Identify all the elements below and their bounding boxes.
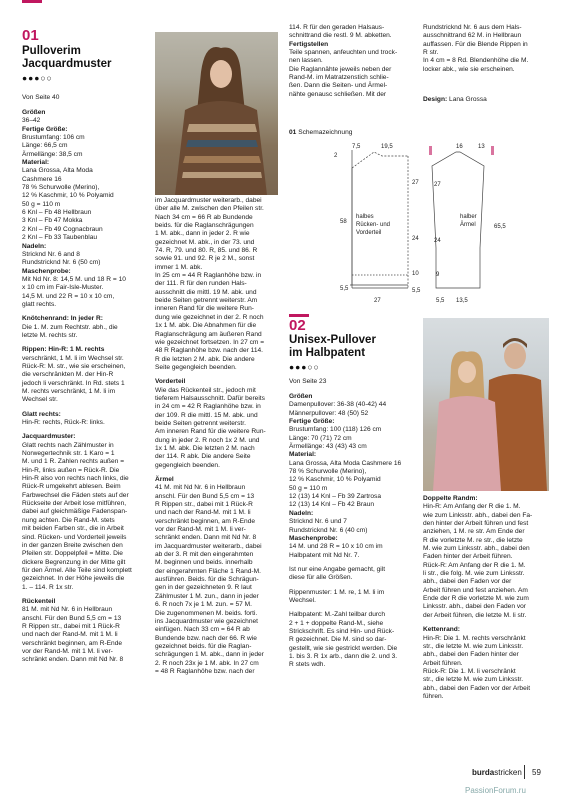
text-line: Ende der R die vorletzte M. wie zum [423,595,529,603]
pattern-number-02: 02 [289,317,306,334]
text-line: dung wie gezeichnet in der 2. R noch [155,313,264,321]
text-line: 1. bis 3. R 1x arb., dann die 2. und 3. [289,652,398,660]
photo2-illustration [423,318,549,491]
body-label-1: halbes [356,214,374,220]
text-line: nung achten. Die Rand-M. stets [22,516,115,524]
text-line: Länge: 70 (71) 72 cm [289,434,352,442]
text-line: abh., dabei den Faden vor der [423,578,512,586]
difficulty-rating: ●●●○○ [22,73,53,83]
text-line: Ist nur eine Angabe gemacht, gilt [289,565,386,573]
text-line: Zählmuster 1 M. zun., dann in jeder [155,592,259,600]
text-line: Ärmel [155,476,174,483]
text-line: In 25 cm = 44 R Raglanhöhe bzw. in [155,272,262,280]
text-line: 78 % Schurwolle (Merino), [22,184,100,192]
text-line: Hin-R: Am Anfang der R die 1. M. [423,503,521,511]
dim-raglan-sleeve: 27 [434,182,441,188]
schema-diagram [286,138,548,310]
text-line: der eingerahmten Fläche 1 Rand-M. [155,567,261,575]
text-line: Rückseite der Arbeit lose mitführen, [22,500,127,508]
text-line: Größen [22,109,46,116]
text-line: für den Ärmel. Alle Teile sind komplett [22,566,132,574]
dim-top-left-a: 7,5 [352,144,361,150]
text-line: R die vorletzte M. re str., die letzte [423,536,523,544]
text-line: Norwegertechnik str. 1 Karo = 1 [22,450,115,458]
text-line: Faden hinter der Arbeit führen. [423,553,513,561]
text-line: Stricknd Nr. 6 and 8 [22,250,80,258]
dim-top-left-b: 19,5 [381,144,393,150]
text-line: gezeichnet beids. für die Raglan- [155,642,252,650]
dim-bottom-half: 27 [374,298,381,304]
text-line: gezeichnet. In der Höhe jeweils die [22,575,125,583]
text-line: Rückenteil [22,597,56,605]
text-line: auffassen. Für die Blende Rippen in [423,40,528,48]
text-line: Halbpatent mit Nd Nr. 7. [289,551,360,559]
text-line: vor der Rand-M. mit 1 M. li ver- [22,647,113,655]
text-line: Maschenprobe: [289,534,338,542]
text-line: ausschnitt die mittl. 19 M. abk. und [155,288,257,296]
text-line: Damenpullover: 36-38 (40-42) 44 [289,401,387,409]
text-line: Stricknd Nr. 6 und 7 [289,518,347,526]
text-line: R Rippen str., dabei mit 1 Rück-R [155,501,253,509]
text-line: Brustumfang: 106 cm [22,134,85,142]
dim-top-right-a: 16 [456,144,463,150]
design-value: Lana Grossa [449,96,487,103]
text-line: nähte genausc schließen. Mit der [289,90,387,98]
text-line: in der ganzen Breite zwischen den [22,541,123,549]
text-line: Maschenprobe: [22,267,71,275]
footer-brand [472,768,522,777]
dim-sleeve-cuff-b: 13,5 [456,298,468,304]
text-line: ßen. Dann die Seiten- und Ärmel- [289,82,388,90]
text-line: Arbeit führen und fest anziehen. Am [423,586,528,594]
text-line: beide Seiten getrennt weiterstr. Am [155,297,258,305]
text-line: immer 1 M. abk. [155,263,203,271]
text-line: Länge: 66,5 cm [22,142,68,150]
text-line: Material: [289,451,317,459]
text-line: gegengleich beenden. [155,461,220,469]
text-line: = 48 R Raglanhöhe bzw. nach der [155,667,255,675]
text-line: Seite gegengleich beenden. [155,363,237,371]
text-line: nen lassen. [289,57,323,65]
text-line: locker abk., wie sie erscheinen. [423,65,515,73]
text-line: den hinter der Arbeit führen und fest [423,520,529,528]
body-label-2: Rücken- und [356,222,391,228]
text-line: 1. – 114. R 1x str. [22,583,74,591]
text-line: sowie 91. und 92. R je 2 M., sonst [155,255,255,263]
dim-rib-right: 5,5 [412,288,421,294]
text-line: M. und 1 R. Zahlen rechts außen = [22,458,125,466]
accent-tick-01 [22,0,42,3]
text-line: 2 + 1 + doppelte Rand-M., siehe [289,619,384,627]
pattern-title-02 [289,334,419,360]
page-number: 59 [532,768,541,777]
text-line: Cashmere 16 [22,175,62,183]
text-line: Rück-R: M. str., wie sie erscheinen, [22,362,126,370]
text-line: 12 (13) 14 Knl – Fb 42 Braun [289,501,375,509]
text-line: x 10 cm im Fair-Isle-Muster. [22,284,104,292]
text-line: beide Seiten getrennt weiterstr. [155,419,246,427]
text-line: 1x 1 M. abk. Die Abnahmen für die [155,322,257,330]
dim-lower-a: 10 [412,271,419,277]
text-line: einfügen. Nach 33 cm = 64 R ab [155,626,250,634]
column-3-top-text [289,24,415,99]
text-line: abh., dabei den Faden hinter der [423,651,519,659]
text-line: in 24 cm = 42 R Raglanhöhe bzw. in [155,403,261,411]
text-line: wie gezeichnet fortsetzen. In 27 cm = [155,338,265,346]
text-line: 48 R Raglanhöhe bzw. nach der 114. [155,347,264,355]
text-line: Größen [289,393,313,400]
text-line: 14 M. und 28 R = 10 x 10 cm im [289,543,383,551]
text-line: und nach der Rand-M. mit 1 M. li [22,631,118,639]
pattern-number-01: 01 [22,27,39,44]
text-line: tieferem Halsausschnitt. Dafür bereits [155,394,265,402]
dim-sleeve-cuff-a: 5,5 [436,298,445,304]
text-line: Rand-M. im Matratzenstich schlie- [289,74,389,82]
schema-number: 01 [289,129,297,136]
text-line: die verschränkten M. der Hin-R [22,371,114,379]
text-line: Hin-R: rechts, Rück-R: links. [22,419,105,427]
text-line: Die Raglannähte jeweils neben der [289,65,392,73]
dim-side-a: 24 [412,236,419,242]
text-line: M. wie zum Linksstr. abh., dabei den [423,545,530,553]
text-line: 74. R, 79. und 80. R, 85. und 86. R [155,247,258,255]
text-line: Jacquardmuster: [22,433,76,441]
text-line: Wechsel. [289,596,316,604]
text-line: Hin-R: Die 1. M. rechts verschränkt [423,634,526,642]
text-line: 12 (13) 14 Knl – Fb 39 Zartrosa [289,493,381,501]
text-line: verschränkt beginnen, am R-Ende [22,639,123,647]
text-line: Wechsel str. [22,396,58,404]
text-line: gestellt, wie sie gestrickt werden. Die [289,644,398,652]
dim-top-right-b: 13 [478,144,485,150]
text-line: 41 M. mit Nd Nr. 6 in Hellbraun [155,484,246,492]
text-line: Strickschrift. Es sind Hin- und Rück- [289,627,395,635]
text-line: ausführen. Beids. für die Schrägun- [155,576,259,584]
text-line: schränkt enden. Dann mit Nd Nr. 8 [22,656,124,664]
dim-lower-b: 9 [436,272,440,278]
title-line-1: Pulloverim [22,45,81,57]
brand-light: stricken [494,768,522,777]
text-line: R die letzten 2 M. abk. Die andere [155,355,255,363]
text-line: letzte M. rechts str. [22,331,78,339]
text-line: 1 M. abk., dann in jeder 2. R wie [155,230,250,238]
title2-line-2: im Halbpatent [289,347,366,359]
brand-bold: burda [472,768,495,777]
text-line: Vorderteil [155,378,186,386]
text-line: Glatt rechts: [22,410,61,418]
text-line: Lana Grossa, Alta Moda Cashmere 16 [289,459,402,467]
text-line: ab der 3. R mit den eingerahmten [155,551,254,559]
text-line: R gezeichnet. Die M. sind so dar- [289,636,387,644]
dim-side-b: 24 [434,238,441,244]
text-line: schränkt enden. Dann mit Nd Nr. 8 [155,534,257,542]
text-line: 2 Knl – Fb 33 Taubenblau [22,234,98,242]
text-line: 6 Knl – Fb 48 Hellbraun [22,209,92,217]
photo-woman-jacquard-pullover [155,32,278,195]
text-line: Hin-R also von rechts nach links, die [22,475,129,483]
text-line: im Jacquardmuster weiterarb., dabei [155,197,262,204]
text-line: dabei auf gleichmäßige Fadenspan- [22,508,128,516]
text-line: 50 g = 110 m [289,484,328,492]
text-line: 1x 1 M. abk. Die letzten 2 M. nach [155,444,255,452]
text-line: ausschnittrand 62 M. in Hellbraun [423,32,522,40]
dim-sleeve-total: 65,5 [494,224,506,230]
column-3-bottom-text [289,387,417,670]
text-line: 50 g = 110 m [22,200,61,208]
text-line: Mit Nd Nr. 8: 14,5 M. und 18 R = 10 [22,275,126,283]
column-2-text [155,197,281,676]
title2-line-1: Unisex-Pullover [289,334,376,346]
text-line: Ärmellänge: 43 (43) 43 cm [289,443,367,451]
text-line: str., die letzte M. wie zum Linksstr. [423,676,524,684]
text-line: glatt rechts. [22,300,57,308]
text-line: 36–42 [22,117,41,125]
text-line: Fertigstellen [289,40,329,48]
text-line: ins Jacquardmuster wie gezeichnet [155,617,258,625]
text-line: 2 Knl – Fb 49 Cognacbraun [22,225,103,233]
design-credit [423,96,487,104]
text-line: Am inneren Rand für die weitere Run- [155,428,266,436]
text-line: beids. für die Raglanschrägungen [155,222,254,230]
pattern-title-01 [22,45,147,71]
text-line: Doppelte Randm: [423,495,478,502]
text-line: führen. [423,692,444,700]
text-line: 81 M. mit Nd Nr. 6 in Hellbraun [22,606,113,614]
text-line: Brustumfang: 100 (118) 126 cm [289,426,382,434]
text-line: 12 % Kaschmir, 10 % Polyamid [289,476,381,484]
text-line: über alle M. zwischen den Pfeilen str. [155,205,264,213]
text-line: verschränkt beginnen, am R-Ende [155,517,256,525]
text-line: 6. R noch 7x je 1 M. zun. = 57 M. [155,601,252,609]
text-line: Linksstr. abh., dabei den Faden vor [423,603,527,611]
text-line: Glatt rechts nach Zählmuster in [22,441,114,449]
text-line: str., die letzte M. wie zum Linksstr. [423,642,524,650]
photo-couple-halbpatent-pullovers [423,318,549,491]
text-line: im Jacquardmuster weiterarb., dabei [155,542,262,550]
dim-rib-left: 5,5 [340,286,349,292]
text-line: Ärmellänge: 38,5 cm [22,150,83,158]
text-line: Pfeilen str. Doppelpfeil = Mitte. Die [22,550,123,558]
text-line: Wie das Rückenteil str., jedoch mit [155,386,256,394]
text-line: Rundstricknd Nr. 6 (40 cm) [289,526,368,534]
difficulty-rating-02: ●●●○○ [289,362,320,372]
text-line: Nadeln: [289,509,314,517]
text-line: 2. R noch 23x je 1 M. abk. In 27 cm [155,659,259,667]
from-page: Von Seite 40 [22,94,60,101]
watermark: PassionForum.ru [465,786,526,795]
text-line: anschl. Für den Bund 5,5 cm = 13 [155,492,255,500]
text-line: R Rippen str., dabei mit 1 Rück-R [22,622,120,630]
design-label: Design: [423,96,448,103]
text-line: anziehen, 1 M. re str. Am Ende der [423,528,525,536]
text-line: 78 % Schurwolle (Merino), [289,468,367,476]
text-line: Rippen: Hin-R: 1 M. rechts [22,346,105,354]
text-line: und nach der Rand-M. mit 1 M. li [155,509,251,517]
text-line: Männerpullover: 48 (50) 52 [289,409,369,417]
text-line: wie zum Linksstr. abh., dabei den Fa- [423,511,533,519]
text-line: R str. [423,49,439,57]
dim-body-height: 58 [340,219,347,225]
text-line: Rundstricknd Nr. 6 aus dem Hals- [423,24,522,31]
text-line: der 109. R die mittl. 15 M. abk. und [155,411,258,419]
photo-illustration [155,32,278,195]
text-line: Rundstricknd Nr. 6 (50 cm) [22,259,101,267]
text-line: schrägungen 1 M. abk., dann in jeder [155,651,264,659]
title-line-2: Jacquardmuster [22,58,112,70]
text-line: abh., dabei den Faden vor der Arbeit [423,684,531,692]
text-line: Rück-R umgekehrt ablesen. Beim [22,483,121,491]
text-line: In 4 cm = 8 Rd. Blendenhöhe die M. [423,57,529,65]
column-1-text [22,103,150,665]
text-line: R stets wdh. [289,661,326,669]
text-line: Nadeln: [22,242,47,250]
text-line: Kettenrand: [423,626,460,634]
text-line: Fertige Größe: [289,418,335,426]
text-line: Nach 34 cm = 66 R ab Bundende [155,213,253,221]
text-line: Knötchenrand: In jeder R: [22,315,103,323]
column-4-top-text [423,24,549,74]
text-line: jedoch li verschränkt. In Rd. stets 1 [22,379,125,387]
footer-divider [524,765,525,779]
text-line: Teile spannen, anfeuchten und trock- [289,49,398,57]
schema-caption [289,129,352,137]
text-line: der Arbeit führen, die letzte M. li str. [423,611,527,619]
text-line: der 114. R abk. Die andere Seite [155,453,251,461]
text-line: Arbeit führen. [423,659,463,667]
text-line: Fertige Größe: [22,125,68,133]
text-line: li str., die folg. M. wie zum Linksstr. [423,570,525,578]
sleeve-label-2: Ärmel [460,222,476,228]
text-line: dung in jeder 2. R noch 1x 2 M. und [155,436,260,444]
text-line: gezeichnet M. abk., in der 73. und [155,238,255,246]
text-line: inneren Rand für die weitere Run- [155,305,254,313]
schema-label: Schemazeichnung [298,129,353,136]
text-line: 14,5 M. und 22 R = 10 x 10 cm, [22,292,115,300]
dim-neck-drop: 2 [334,153,338,159]
text-line: Bundende bzw. nach der 66. R wie [155,634,257,642]
text-line: verschränkt, 1 M. li im Wechsel str. [22,354,124,362]
sleeve-label-1: halber [460,214,477,220]
text-line: diese für alle Größen. [289,574,353,582]
text-line: Hin-R, links außen = Rück-R. Die [22,466,120,474]
text-line: M. rechts verschränkt, 1 M. li im [22,388,116,395]
text-line: Farbwechsel die Fäden stets auf der [22,491,129,499]
text-line: Die zugenommenen M. beids. forti. [155,609,258,617]
text-line: Material: [22,159,50,167]
text-line: gen in der gezeichneten 9. R laut [155,584,252,592]
text-line: 114. R für den geraden Halsaus- [289,24,385,31]
text-line: M. beginnen und beids. innerhalb [155,559,253,567]
text-line: Halbpatent: M.-Zahl teilbar durch [289,611,386,619]
text-line: schnittrand die restl. 9 M. abketten. [289,32,392,40]
text-line: mit beiden Farben str., die in Arbeit [22,525,124,533]
column-4-bottom-text [423,495,549,701]
text-line: Rippenmuster: 1 M. re, 1 M. li im [289,588,385,596]
text-line: dickere Begrenzung in der Mitte gilt [22,558,126,566]
text-line: Lana Grossa, Alta Moda [22,167,93,175]
text-line: Raglanschrägung am äußeren Rand [155,330,262,338]
text-line: 12 % Kaschmir, 10 % Polyamid [22,192,114,200]
text-line: Die 1. M. zum Rechtstr. abh., die [22,323,118,331]
dim-raglan-body: 27 [412,180,419,186]
body-label-3: Vorderteil [356,230,382,236]
text-line: 3 Knl – Fb 47 Mokka [22,217,83,225]
from-page-02: Von Seite 23 [289,378,327,385]
text-line: Rück-R: Am Anfang der R die 1. M. [423,561,526,569]
text-line: vor der Rand-M. mit 1 M. li ver- [155,526,246,534]
text-line: sind. Rücken- und Vorderteil jeweils [22,533,127,541]
text-line: Rück-R: Die 1. M. li verschränkt [423,667,516,675]
text-line: der 111. R für den runden Hals- [155,280,247,288]
text-line: anschl. Für den Bund 5,5 cm = 13 [22,614,122,622]
